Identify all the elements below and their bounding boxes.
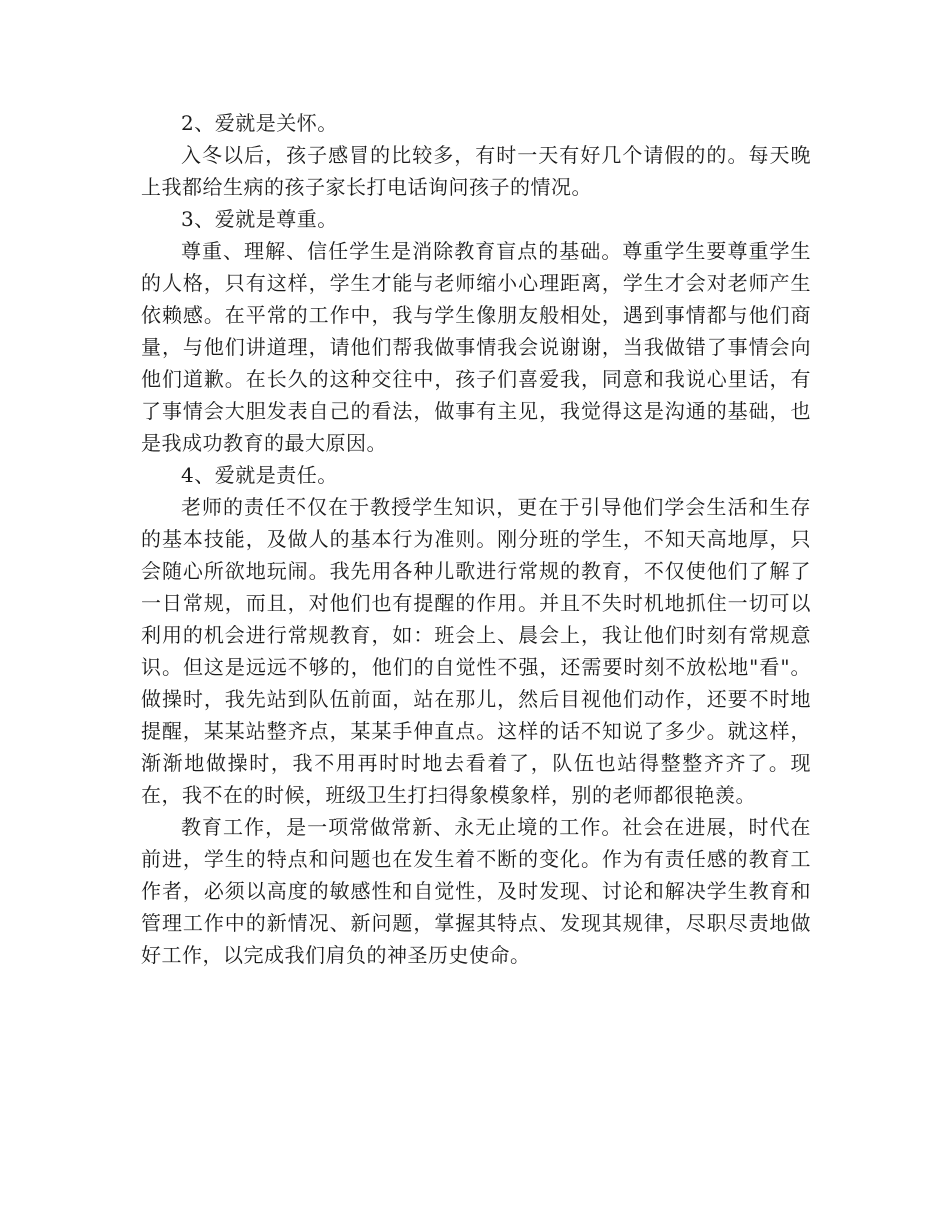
paragraph-conclusion: 教育工作，是一项常做常新、永无止境的工作。社会在进展，时代在前进，学生的特点和问题也在发生着不断的变化。作为有责任感的教育工作者，必须以高度的敏感性和自觉性，及时发现、讨论和解决学生教育和管理工作中的新情况、新问题，掌握其特点、发现其规律，尽职尽责地做好工作，以完成我们肩负的神圣历史使命。 (141, 815, 811, 967)
paragraph-care: 入冬以后，孩子感冒的比较多，有时一天有好几个请假的的。每天晚上我都给生病的孩子家长打电话询问孩子的情况。 (141, 143, 811, 199)
section-heading-care: 2、爱就是关怀。 (181, 111, 338, 135)
document-body (141, 107, 811, 971)
section-heading-responsibility: 4、爱就是责任。 (181, 463, 338, 487)
section-heading-respect: 3、爱就是尊重。 (181, 207, 338, 231)
paragraph-responsibility: 老师的责任不仅在于教授学生知识，更在于引导他们学会生活和生存的基本技能，及做人的基本行为准则。刚分班的学生，不知天高地厚，只会随心所欲地玩闹。我先用各种儿歌进行常规的教育，不仅使他们了解了一日常规，而且，对他们也有提醒的作用。并且不失时机地抓住一切可以利用的机会进行常规教育，如：班会上、晨会上，我让他们时刻有常规意识。但这是远远不够的，他们的自觉性不强，还需要时刻不放松地"看"。做操时，我先站到队伍前面，站在那儿，然后目视他们动作，还要不时地提醒，某某站整齐点，某某手伸直点。这样的话不知说了多少。就这样，渐渐地做操时，我不用再时时地去看着了，队伍也站得整整齐齐了。现在，我不在的时候，班级卫生打扫得象模象样，别的老师都很艳羡。 (141, 495, 811, 807)
paragraph-respect: 尊重、理解、信任学生是消除教育盲点的基础。尊重学生要尊重学生的人格，只有这样，学生才能与老师缩小心理距离，学生才会对老师产生依赖感。在平常的工作中，我与学生像朋友般相处，遇到事情都与他们商量，与他们讲道理，请他们帮我做事情我会说谢谢，当我做错了事情会向他们道歉。在长久的这种交往中，孩子们喜爱我，同意和我说心里话，有了事情会大胆发表自己的看法，做事有主见，我觉得这是沟通的基础，也是我成功教育的最大原因。 (141, 239, 811, 455)
